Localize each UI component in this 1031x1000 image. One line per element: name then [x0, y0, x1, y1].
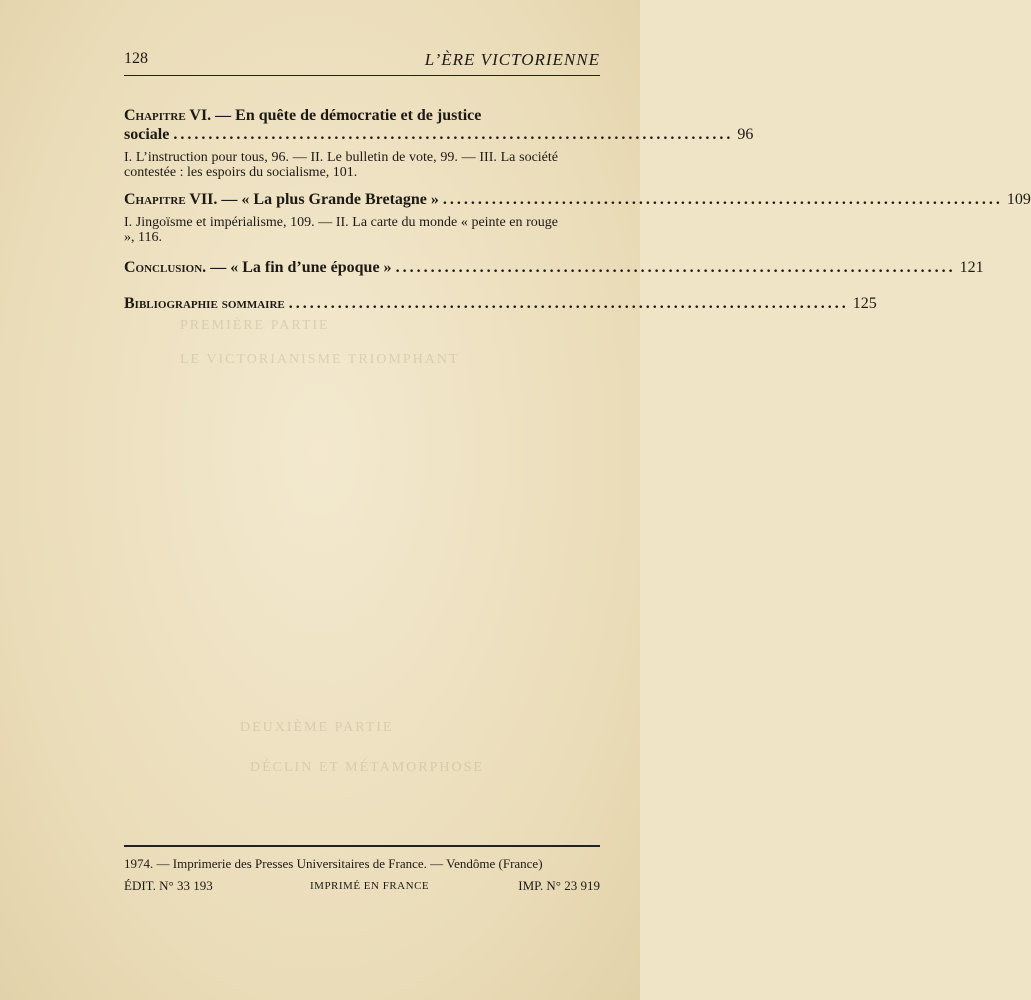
page-number: 128 [124, 50, 148, 67]
toc-entry-leader [124, 125, 754, 144]
show-through-text: PREMIÈRE PARTIE [180, 318, 330, 333]
chapter-label: Chapitre VII. [124, 191, 218, 208]
running-title: L’ÈRE VICTORIENNE [424, 50, 600, 69]
toc-entry-title [124, 106, 600, 125]
chapter-title: — « La plus Grande Bretagne » [217, 191, 439, 208]
dot-leader: ................................................................................ [395, 259, 956, 276]
chapter-title: — « La fin d’une époque » [206, 259, 392, 276]
toc-page-number: 121 [959, 259, 984, 276]
toc-entry-chapter-7 [124, 190, 1031, 245]
header-rule [124, 75, 600, 76]
edit-number: ÉDIT. N° 33 193 [124, 878, 213, 893]
chapter-label: Chapitre VI. [124, 107, 212, 124]
toc-entry-bibliography [124, 294, 877, 313]
toc-entry-leader [124, 258, 984, 277]
show-through-text: LE VICTORIANISME TRIOMPHANT [180, 352, 460, 367]
running-header [124, 50, 600, 74]
dot-leader: ................................................................................ [442, 191, 1003, 208]
toc-subentries: I. Jingoïsme et impérialisme, 109. — II. La carte du monde « peinte en rouge », 116. [124, 215, 558, 245]
printed-in: IMPRIMÉ EN FRANCE [310, 880, 430, 892]
toc-entry-leader [124, 294, 877, 313]
chapter-label: Bibliographie sommaire [124, 295, 285, 312]
chapter-title: — En quête de démocratie et de justice [211, 107, 482, 124]
toc-page-number: 125 [852, 295, 877, 312]
chapter-title-cont: sociale [124, 126, 170, 143]
dot-leader: ................................................................................ [288, 295, 849, 312]
show-through-text: DEUXIÈME PARTIE [240, 720, 394, 735]
edition-line [124, 878, 600, 896]
dot-leader: ................................................................................ [173, 126, 734, 143]
toc-entry-conclusion [124, 258, 984, 277]
colophon [124, 856, 600, 896]
show-through-text: DÉCLIN ET MÉTAMORPHOSE [250, 760, 484, 775]
toc-page-number: 96 [737, 126, 754, 143]
imprint-text: 1974. — Imprimerie des Presses Universitaires de France. — Vendôme (France) [124, 856, 543, 871]
toc-entry-leader [124, 190, 1031, 209]
toc-subentries: I. L’instruction pour tous, 96. — II. Le bulletin de vote, 99. — III. La société contestée : les espoirs du socialisme, 101. [124, 150, 558, 180]
imprint-line [124, 856, 600, 874]
toc-entry-chapter-6 [124, 106, 754, 180]
footer-rule [124, 845, 600, 847]
chapter-label: Conclusion. [124, 259, 207, 276]
imp-number: IMP. N° 23 919 [518, 878, 600, 893]
toc-page-number: 109 [1006, 191, 1031, 208]
